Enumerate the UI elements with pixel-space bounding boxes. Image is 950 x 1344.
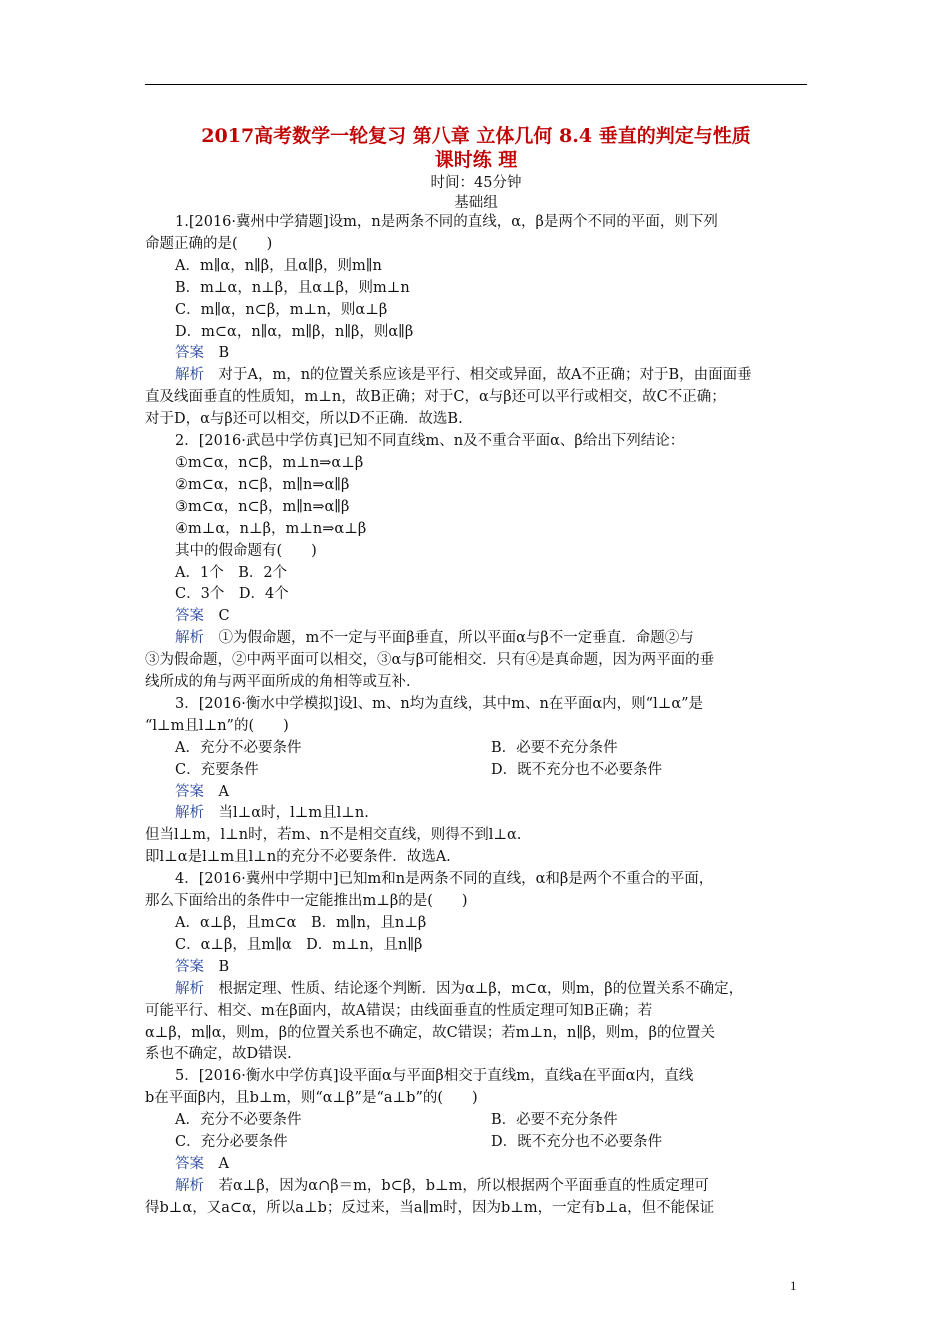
- explanation-text: 即l⊥α是l⊥m且l⊥n的充分不必要条件．故选A.: [145, 849, 451, 866]
- header-rule: [145, 84, 807, 85]
- explanation-text: 可能平行、相交、m在β面内，故A错误；由线面垂直的性质定理可知B正确；若: [145, 1002, 653, 1019]
- answer-value: B: [218, 958, 230, 975]
- options-row: [145, 760, 807, 782]
- analysis-label: 解析: [175, 805, 204, 822]
- statement-2: ②m⊂α，n⊂β，m∥n⇒α∥β: [175, 476, 350, 493]
- option-c: C．m∥α，n⊂β，m⊥n，则α⊥β: [175, 301, 388, 318]
- question-stem: b在平面β内，且b⊥m，则“α⊥β”是“a⊥b”的( ): [145, 1090, 478, 1107]
- group-label: 基础组: [454, 195, 498, 211]
- statement-4: ④m⊥α，n⊥β，m⊥n⇒α⊥β: [175, 520, 367, 537]
- explanation-line: [145, 1176, 807, 1198]
- answer-value: C: [218, 608, 230, 625]
- option-b: B．m⊥α，n⊥β，且α⊥β，则m⊥n: [175, 279, 410, 296]
- document-subtitle: 课时练 理: [434, 149, 518, 171]
- answer-label: 答案: [175, 958, 204, 975]
- answer-value: A: [218, 1155, 229, 1172]
- option-c: C．充要条件: [175, 761, 259, 778]
- explanation-text: 当l⊥α时，l⊥m且l⊥n.: [218, 805, 369, 822]
- explanation-line: [145, 628, 807, 650]
- question-stem: 3．[2016·衡水中学模拟]设l、m、n均为直线，其中m、n在平面α内，则“l⊥α”是: [175, 695, 704, 712]
- explanation-text: 对于A，m，n的位置关系应该是平行、相交或异面，故A不正确；对于B，由面面垂: [218, 367, 752, 384]
- analysis-label: 解析: [175, 367, 204, 384]
- question-stem: “l⊥m且l⊥n”的( ): [145, 717, 289, 734]
- answer-label: 答案: [175, 345, 204, 362]
- option-d: D．m⊂α，n∥α，m∥β，n∥β，则α∥β: [175, 323, 414, 340]
- question-stem: 命题正确的是( ): [145, 235, 273, 252]
- answer-value: B: [218, 345, 230, 362]
- document-body: [145, 212, 807, 1220]
- question-stem: 4．[2016·冀州中学期中]已知m和n是两条不同的直线，α和β是两个不重合的平面，: [175, 871, 714, 888]
- options-cd: C．3个 D．4个: [175, 586, 289, 603]
- question-stem: 2．[2016·武邑中学仿真]已知不同直线m、n及不重合平面α、β给出下列结论：: [175, 433, 685, 450]
- page-number: 1: [790, 1278, 797, 1293]
- explanation-text: ①为假命题，m不一定与平面β垂直，所以平面α与β不一定垂直．命题②与: [218, 630, 694, 647]
- explanation-line: [145, 365, 807, 387]
- options-row: [145, 1110, 807, 1132]
- option-c: C．充分必要条件: [175, 1134, 288, 1151]
- answer-value: A: [218, 783, 229, 800]
- time-limit: 时间：45分钟: [430, 175, 522, 191]
- explanation-text: 线所成的角与两平面所成的角相等或互补.: [145, 674, 411, 691]
- analysis-label: 解析: [175, 980, 204, 997]
- option-d: D．既不充分也不必要条件: [491, 1134, 663, 1151]
- statement-3: ③m⊂α，n⊂β，m∥n⇒α∥β: [175, 498, 350, 515]
- explanation-text: 系也不确定，故D错误.: [145, 1046, 292, 1063]
- question-stem: 1.[2016·冀州中学猜题]设m，n是两条不同的直线，α，β是两个不同的平面，则下列: [175, 214, 718, 230]
- explanation-text: α⊥β，m∥α，则m，β的位置关系也不确定，故C错误；若m⊥n，n∥β，则m，β的位置关: [145, 1024, 716, 1041]
- question-ask: 其中的假命题有( ): [175, 542, 317, 559]
- explanation-text: 若α⊥β，因为α∩β＝m，b⊂β，b⊥m，所以根据两个平面垂直的性质定理可: [218, 1177, 709, 1194]
- analysis-label: 解析: [175, 630, 204, 647]
- analysis-label: 解析: [175, 1177, 204, 1194]
- options-ab: A．α⊥β，且m⊂α B．m∥n，且n⊥β: [175, 915, 427, 931]
- explanation-text: 得b⊥α，又a⊂α，所以a⊥b；反过来，当a∥m时，因为b⊥m，一定有b⊥a，但不能保证: [145, 1199, 715, 1216]
- question-stem: 那么下面给出的条件中一定能推出m⊥β的是( ): [145, 893, 468, 910]
- option-a: A．充分不必要条件: [175, 1112, 302, 1129]
- answer-line: [145, 957, 807, 979]
- answer-line: [145, 782, 807, 804]
- option-d: D．既不充分也不必要条件: [491, 761, 663, 778]
- answer-label: 答案: [175, 608, 204, 625]
- option-a: A．充分不必要条件: [175, 739, 302, 756]
- explanation-line: [145, 979, 807, 1001]
- answer-line: [145, 343, 807, 365]
- explanation-text: 但当l⊥m，l⊥n时，若m、n不是相交直线，则得不到l⊥α.: [145, 827, 522, 844]
- explanation-text: 根据定理、性质、结论逐个判断．因为α⊥β，m⊂α，则m，β的位置关系不确定，: [218, 980, 744, 997]
- explanation-line: [145, 803, 807, 825]
- explanation-text: ③为假命题，②中两平面可以相交，③α与β可能相交．只有④是真命题，因为两平面的垂: [145, 652, 715, 669]
- options-cd: C．α⊥β，且m∥α D．m⊥n，且n∥β: [175, 936, 423, 953]
- answer-label: 答案: [175, 783, 204, 800]
- document-title: 2017高考数学一轮复习 第八章 立体几何 8.4 垂直的判定与性质: [201, 125, 751, 147]
- answer-line: [145, 606, 807, 628]
- explanation-text: 对于D，α与β还可以相交，所以D不正确．故选B.: [145, 411, 463, 428]
- option-b: B．必要不充分条件: [491, 1112, 618, 1129]
- explanation-text: 直及线面垂直的性质知，m⊥n，故B正确；对于C，α与β还可以平行或相交，故C不正确；: [145, 389, 726, 406]
- options-ab: A．1个 B．2个: [175, 564, 288, 581]
- options-row: [145, 738, 807, 760]
- answer-line: [145, 1154, 807, 1176]
- option-b: B．必要不充分条件: [491, 739, 618, 756]
- answer-label: 答案: [175, 1155, 204, 1172]
- option-a: A．m∥α，n∥β，且α∥β，则m∥n: [175, 257, 382, 274]
- options-row: [145, 1132, 807, 1154]
- question-stem: 5．[2016·衡水中学仿真]设平面α与平面β相交于直线m，直线a在平面α内，直线: [175, 1068, 694, 1085]
- statement-1: ①m⊂α，n⊂β，m⊥n⇒α⊥β: [175, 454, 364, 471]
